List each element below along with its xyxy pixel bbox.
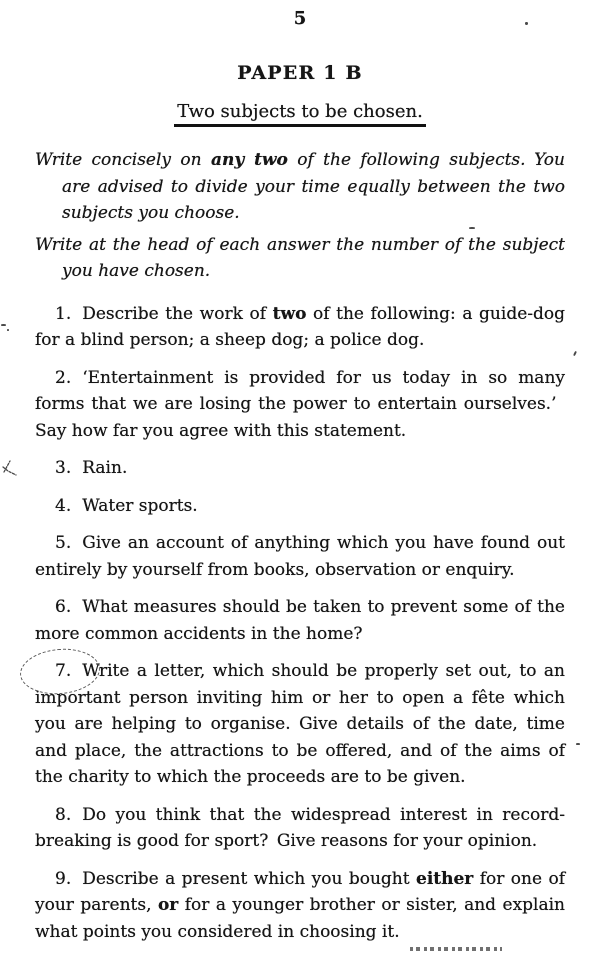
question-text: Do you think that the widespread interest in record-breaking is good for sport? Give reasons for your opinion. bbox=[35, 804, 565, 851]
question-item-7 bbox=[35, 658, 565, 791]
question-number: 8. bbox=[55, 804, 72, 825]
paper-title: PAPER 1 B bbox=[237, 62, 363, 84]
question-number: 1. bbox=[55, 303, 72, 324]
page-number: 5 bbox=[293, 8, 307, 29]
cut-off-text-fragment bbox=[410, 947, 502, 951]
question-item-1 bbox=[35, 301, 565, 354]
question-text: Rain. bbox=[82, 458, 128, 478]
question-item-5 bbox=[35, 530, 565, 583]
scan-speck bbox=[525, 22, 528, 25]
question-item-9 bbox=[35, 866, 565, 946]
question-text: Describe the work of two of the following: a guide-dog for a blind person; a sheep dog; a police dog. bbox=[35, 303, 565, 350]
question-number: 2. bbox=[55, 367, 72, 388]
question-number: 6. bbox=[55, 597, 72, 617]
question-item-2 bbox=[35, 365, 565, 445]
question-text: Write a letter, which should be properly set out, to an important person inviting him or her to open a fête which you are helping to organise. Give details of the date, time and place, the attractions to be offered, and of the aims of the charity to which the proceeds are to be given. bbox=[35, 661, 565, 787]
question-item-6 bbox=[35, 594, 565, 647]
question-list bbox=[35, 301, 565, 946]
scan-speck bbox=[1, 324, 6, 326]
scan-speck bbox=[469, 227, 475, 229]
question-text: Give an account of anything which you have found out entirely by yourself from books, observation or enquiry. bbox=[35, 533, 565, 580]
pencil-check-mark bbox=[0, 457, 20, 481]
question-number: 5. bbox=[55, 533, 72, 553]
scan-speck bbox=[573, 351, 577, 356]
paper-subtitle-row bbox=[35, 101, 565, 127]
question-text: What measures should be taken to prevent some of the more common accidents in the home? bbox=[35, 597, 565, 644]
question-text: Describe a present which you bought either for one of your parents, or for a younger brother or sister, and explain what points you considered in choosing it. bbox=[35, 868, 566, 942]
question-number: 7. bbox=[55, 661, 72, 681]
question-item-3 bbox=[35, 455, 565, 482]
paper-subtitle: Two subjects to be chosen. bbox=[174, 101, 426, 127]
question-text: Water sports. bbox=[82, 495, 198, 516]
instruction-paragraph-1: Write concisely on any two of the following subjects. You are advised to divide your time equally between the two subjects you choose. bbox=[35, 150, 565, 223]
question-text: ‘Entertainment is provided for us today in so many forms that we are losing the power to entertain ourselves.’ Say how far you agree with this statement. bbox=[35, 367, 565, 441]
instruction-paragraph-2: Write at the head of each answer the number of the subject you have chosen. bbox=[35, 234, 565, 281]
question-number: 9. bbox=[55, 868, 72, 889]
question-item-4 bbox=[35, 493, 565, 520]
scan-speck bbox=[7, 329, 9, 331]
question-item-8 bbox=[35, 802, 565, 855]
question-number: 4. bbox=[55, 495, 72, 516]
question-number: 3. bbox=[55, 458, 72, 478]
scan-speck bbox=[576, 743, 580, 745]
